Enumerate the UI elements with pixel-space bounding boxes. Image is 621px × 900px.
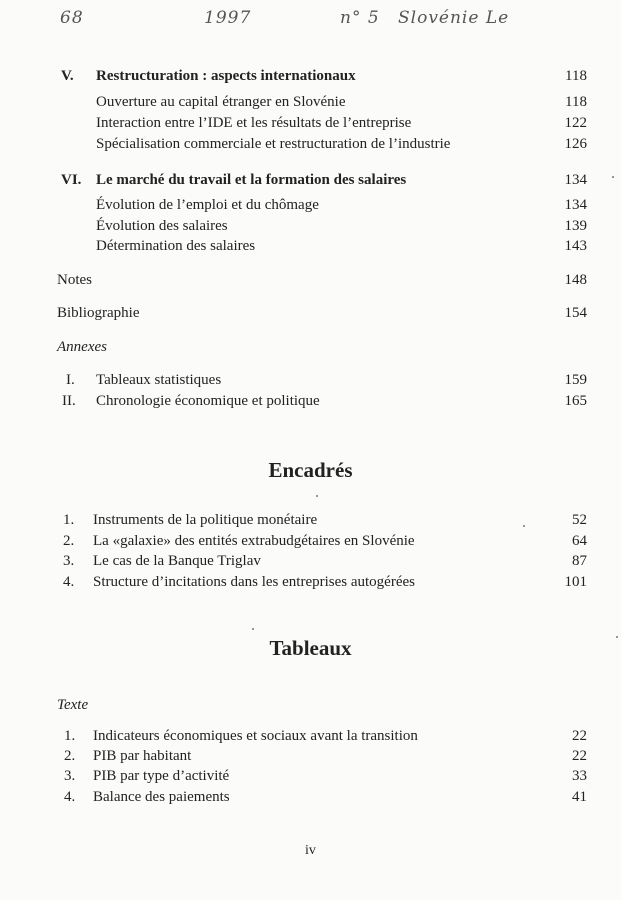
toc-section-vi — [0, 170, 621, 190]
toc-notes — [0, 270, 621, 290]
encadres-heading: Encadrés — [268, 458, 353, 482]
toc-subentry — [0, 92, 621, 112]
entry-label: Ouverture au capital étranger en Slovénie — [96, 94, 346, 110]
entry-label: Balance des paiements — [93, 789, 230, 805]
toc-bibliographie — [0, 303, 621, 323]
entry-number: 2. — [63, 533, 75, 549]
entry-label: Détermination des salaires — [96, 238, 256, 254]
entry-label: Notes — [57, 272, 92, 288]
entry-label: Bibliographie — [57, 305, 140, 321]
scan-speck — [252, 628, 254, 630]
tableau-item — [0, 726, 621, 746]
entry-label: PIB par habitant — [93, 748, 192, 764]
toc-subentry — [0, 195, 621, 215]
page-number: 41 — [572, 789, 587, 805]
toc-section-v — [0, 66, 621, 86]
section-number: VI. — [61, 172, 82, 188]
toc-annexe-item — [0, 370, 621, 390]
entry-label: Spécialisation commerciale et restructuration de l’industrie — [96, 136, 451, 152]
entry-number: I. — [66, 372, 75, 388]
entry-label: Indicateurs économiques et sociaux avant la transition — [93, 728, 418, 744]
entry-number: 1. — [63, 512, 75, 528]
entry-label: La «galaxie» des entités extrabudgétaires en Slovénie — [93, 533, 415, 549]
entry-number: 2. — [64, 748, 76, 764]
subheading-label: Texte — [57, 697, 89, 713]
page-footer-number: iv — [305, 843, 316, 858]
entry-number: II. — [62, 393, 76, 409]
scan-speck — [316, 495, 318, 497]
entry-label: Évolution des salaires — [96, 218, 228, 234]
entry-label: Le cas de la Banque Triglav — [93, 553, 261, 569]
tableaux-heading: Tableaux — [269, 636, 352, 660]
scan-speck — [616, 636, 618, 638]
entry-label: Interaction entre l’IDE et les résultats de l’entreprise — [96, 115, 412, 131]
section-title: Le marché du travail et la formation des salaires — [96, 172, 407, 188]
toc-subentry — [0, 236, 621, 256]
entry-label: PIB par type d’activité — [93, 768, 230, 784]
entry-label: Chronologie économique et politique — [96, 393, 320, 409]
toc-subentry — [0, 216, 621, 236]
page-number: 148 — [564, 272, 587, 288]
toc-annexes-heading — [0, 337, 621, 357]
entry-number: 3. — [64, 768, 76, 784]
toc-subentry — [0, 134, 621, 154]
toc-subentry — [0, 113, 621, 133]
page-number: 134 — [564, 172, 587, 188]
page-number: 22 — [572, 748, 587, 764]
entry-label: Évolution de l’emploi et du chômage — [96, 197, 319, 213]
page-number: 122 — [564, 115, 587, 131]
entry-label: Instruments de la politique monétaire — [93, 512, 318, 528]
page-number: 134 — [564, 197, 587, 213]
page-number: 165 — [564, 393, 587, 409]
page-number: 154 — [564, 305, 587, 321]
page-number: 101 — [564, 574, 587, 590]
encadre-item — [0, 531, 621, 551]
entry-number: 4. — [63, 574, 75, 590]
page-number: 22 — [572, 728, 587, 744]
scan-speck — [612, 176, 614, 178]
tableaux-subheading — [0, 695, 621, 715]
page-number: 126 — [564, 136, 587, 152]
entry-number: 3. — [63, 553, 75, 569]
encadre-item — [0, 551, 621, 571]
handwritten-note-1: 68 — [60, 8, 84, 28]
scan-speck — [523, 525, 525, 527]
entry-number: 4. — [64, 789, 76, 805]
handwritten-note-3: n° 5 — [340, 8, 380, 28]
encadre-item — [0, 510, 621, 530]
page-number: 118 — [565, 94, 587, 110]
section-title: Restructuration : aspects internationaux — [96, 68, 356, 84]
entry-label: Tableaux statistiques — [96, 372, 222, 388]
page-number: 33 — [572, 768, 587, 784]
page-number: 159 — [564, 372, 587, 388]
tableau-item — [0, 787, 621, 807]
tableau-item — [0, 766, 621, 786]
tableau-item — [0, 746, 621, 766]
page-number: 143 — [564, 238, 587, 254]
section-number: V. — [61, 68, 74, 84]
handwritten-note-2: 1997 — [204, 8, 252, 28]
page-number: 52 — [572, 512, 587, 528]
page-number: 87 — [572, 553, 587, 569]
annexes-label: Annexes — [57, 339, 107, 355]
entry-number: 1. — [64, 728, 76, 744]
handwritten-note-4: Slovénie Le — [398, 8, 510, 28]
entry-label: Structure d’incitations dans les entreprises autogérées — [93, 574, 415, 590]
toc-annexe-item — [0, 391, 621, 411]
page-number: 118 — [565, 68, 587, 84]
page-number: 139 — [564, 218, 587, 234]
encadre-item — [0, 572, 621, 592]
page-number: 64 — [572, 533, 587, 549]
